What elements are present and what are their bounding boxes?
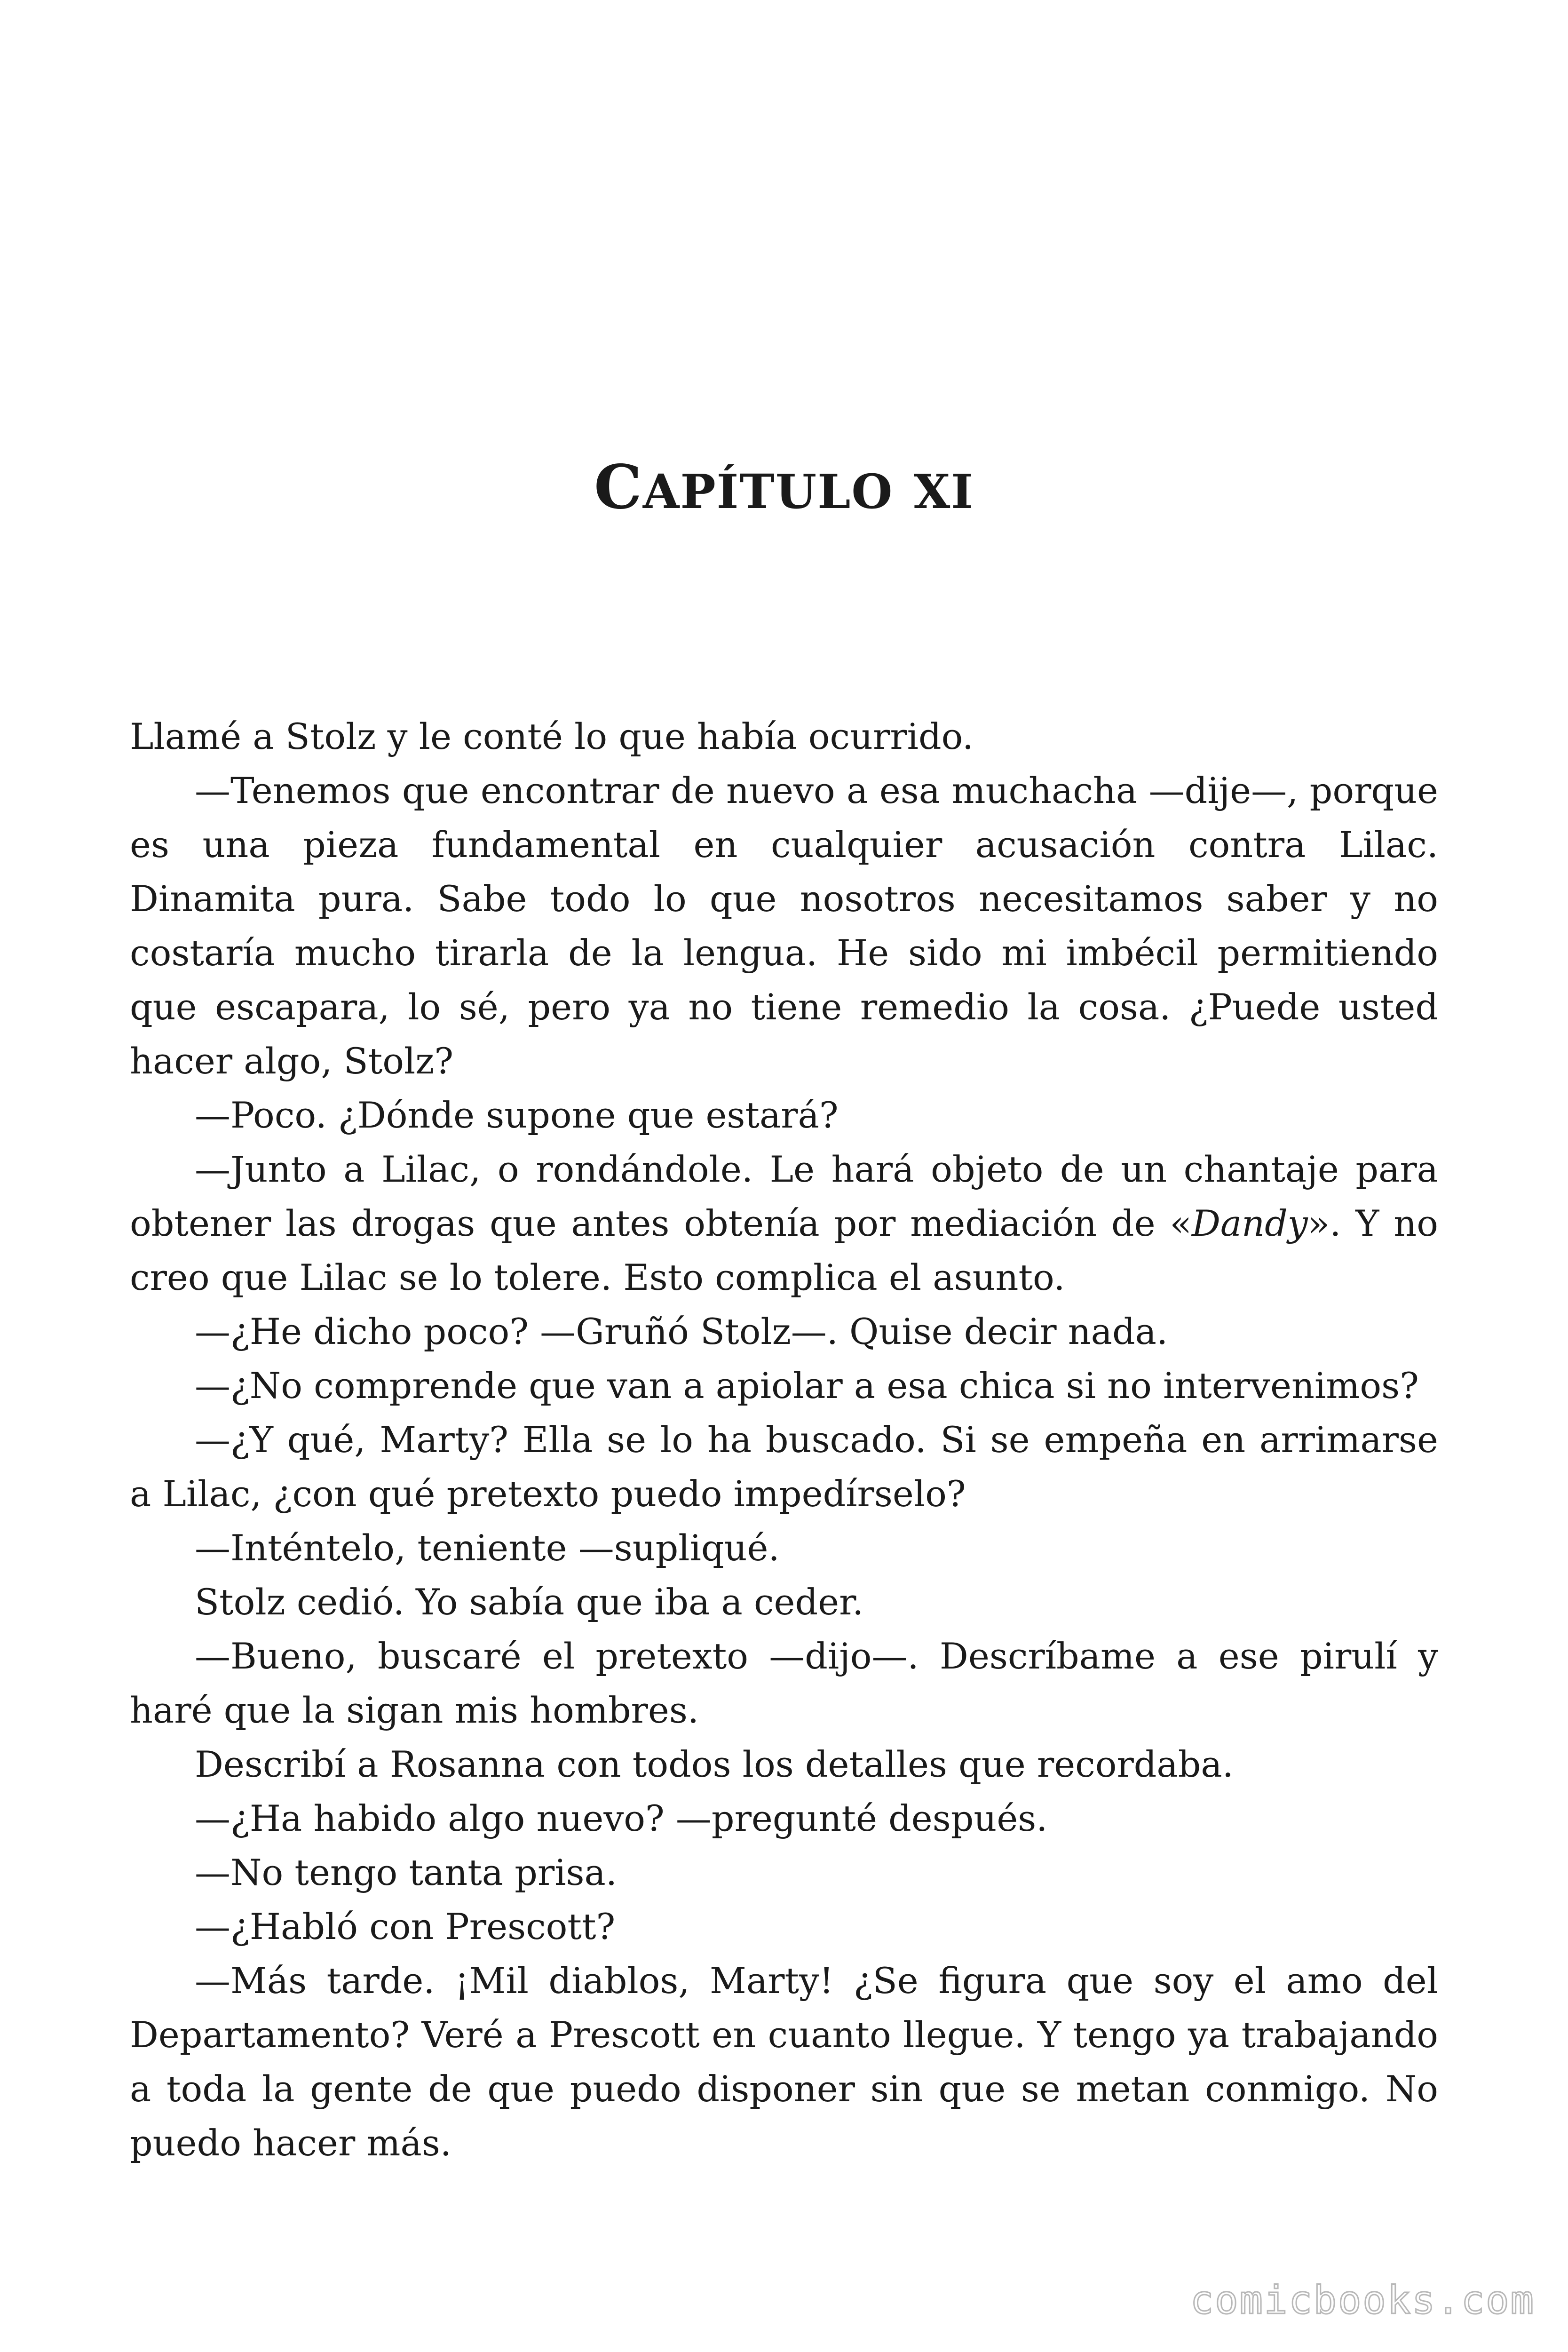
site-watermark: comicbooks.com (1190, 2278, 1535, 2323)
paragraph-15: —Más tarde. ¡Mil diablos, Marty! ¿Se figura que soy el amo del Departamento? Veré a Prescott en cuanto llegue. Y tengo ya trabajando a toda la gente de que puedo disponer sin que se metan conmigo. No puedo hacer más. (130, 1960, 1438, 2164)
chapter-number: XI (913, 464, 974, 519)
chapter-title (0, 452, 1568, 524)
paragraph-9: Stolz cedió. Yo sabía que iba a ceder. (195, 1581, 864, 1623)
paragraph-4-end: ». Y no creo que Lilac se lo tolere. Esto complica el asunto. (130, 1202, 1438, 1298)
paragraph-6: —¿No comprende que van a apiolar a esa chica si no intervenimos? (195, 1365, 1419, 1406)
paragraph-10: —Bueno, buscaré el pretexto —dijo—. Descríbame a ese pirulí y haré que la sigan mis hombres. (130, 1635, 1438, 1731)
paragraph-7: —¿Y qué, Marty? Ella se lo ha buscado. Si se empeña en arrimarse a Lilac, ¿con qué pretexto puedo impedírselo? (130, 1419, 1438, 1515)
paragraph-14: —¿Habló con Prescott? (195, 1906, 616, 1947)
paragraph-3: —Poco. ¿Dónde supone que estará? (195, 1094, 839, 1136)
chapter-title-initial: C (594, 452, 643, 523)
paragraph-13: —No tengo tanta prisa. (195, 1851, 618, 1893)
paragraph-4-start: —Junto a Lilac, o rondándole. Le hará objeto de un chantaje para obtener las drogas que antes obtenía por mediación de « (130, 1148, 1438, 1244)
chapter-body (130, 709, 1438, 2170)
paragraph-11: Describí a Rosanna con todos los detalles que recordaba. (195, 1743, 1234, 1785)
chapter-title-word: APÍTULO (642, 464, 894, 519)
paragraph-2: —Tenemos que encontrar de nuevo a esa muchacha —dije—, porque es una pieza fundamental en cualquier acusación contra Lilac. Dinamita pura. Sabe todo lo que nosotros necesitamos saber y no costaría mucho tirarla de la lengua. He sido mi imbécil permitiendo que escapara, lo sé, pero ya no tiene remedio la cosa. ¿Puede usted hacer algo, Stolz? (130, 770, 1438, 1082)
paragraph-8: —Inténtelo, teniente —supliqué. (195, 1527, 780, 1569)
paragraph-5: —¿He dicho poco? —Gruñó Stolz—. Quise decir nada. (195, 1311, 1168, 1352)
dandy-italic: Dandy (1191, 1202, 1308, 1244)
paragraph-1: Llamé a Stolz y le conté lo que había ocurrido. (130, 715, 974, 757)
paragraph-12: —¿Ha habido algo nuevo? —pregunté después. (195, 1797, 1048, 1839)
paragraph-4 (130, 1142, 1438, 1304)
